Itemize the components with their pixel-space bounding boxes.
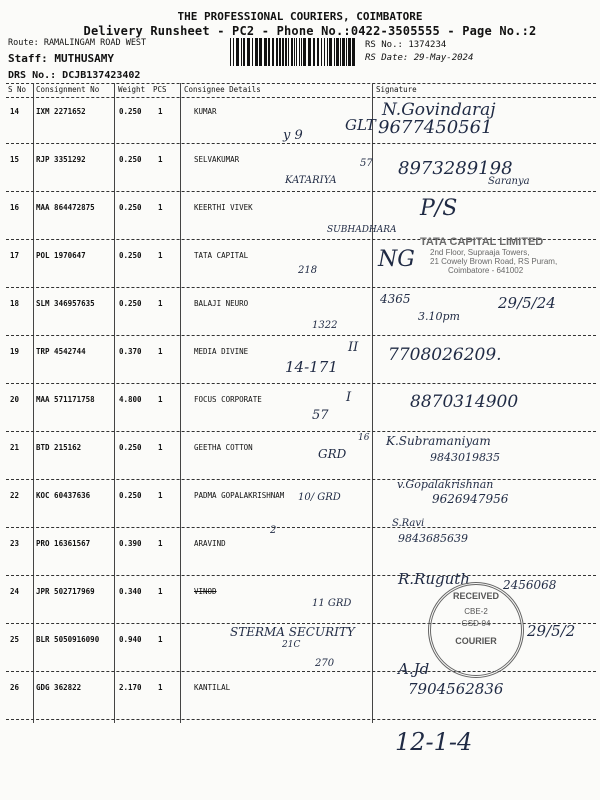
phone-r23: 9843685639 bbox=[398, 532, 468, 545]
cell-consignment-no: MAA 571171758 bbox=[36, 395, 95, 404]
barcode-bar bbox=[252, 38, 253, 66]
col-header-consignment: Consignment No bbox=[36, 85, 100, 94]
cell-pcs: 1 bbox=[158, 587, 163, 596]
phone-r26: 7904562836 bbox=[408, 680, 504, 698]
row-divider bbox=[6, 287, 596, 288]
number-r23: 2 bbox=[270, 525, 277, 536]
barcode-bar bbox=[243, 38, 245, 66]
cell-sno: 18 bbox=[10, 299, 20, 308]
barcode-bar bbox=[285, 38, 287, 66]
barcode-bar bbox=[241, 38, 242, 66]
courier-received-stamp bbox=[428, 582, 524, 678]
cell-sno: 20 bbox=[10, 395, 20, 404]
cell-sno: 24 bbox=[10, 587, 20, 596]
cell-pcs: 1 bbox=[158, 539, 163, 548]
phone-r20: 8870314900 bbox=[410, 392, 519, 412]
cell-consignee: GEETHA COTTON bbox=[194, 443, 253, 452]
number-r20: 57 bbox=[312, 408, 329, 423]
barcode-bar bbox=[282, 38, 284, 66]
cell-consignee: KEERTHI VIVEK bbox=[194, 203, 253, 212]
row-divider bbox=[6, 143, 596, 144]
consignee-r25: STERMA SECURITY bbox=[230, 625, 355, 639]
cell-consignee: KUMAR bbox=[194, 107, 217, 116]
col-header-pcs: PCS bbox=[153, 85, 167, 94]
cell-weight: 2.170 bbox=[119, 683, 142, 692]
table-row bbox=[6, 530, 596, 576]
signature-r24: R.Ruguth bbox=[398, 570, 470, 588]
cell-consignment-no: IXM 2271652 bbox=[36, 107, 86, 116]
footer-handwritten-note: 12-1-4 bbox=[395, 728, 473, 756]
barcode-bar bbox=[294, 38, 295, 66]
barcode-bar bbox=[268, 38, 270, 66]
barcode-bar bbox=[255, 38, 258, 66]
cell-pcs: 1 bbox=[158, 347, 163, 356]
drs-number: DRS No.: DCJB137423402 bbox=[8, 70, 141, 81]
barcode-bar bbox=[279, 38, 281, 66]
cell-consignment-no: TRP 4542744 bbox=[36, 347, 86, 356]
cell-weight: 0.250 bbox=[119, 251, 142, 260]
tata-capital-stamp bbox=[420, 236, 557, 275]
cell-sno: 25 bbox=[10, 635, 20, 644]
barcode-bar bbox=[230, 38, 231, 66]
barcode bbox=[230, 38, 355, 66]
row-divider bbox=[6, 335, 596, 336]
col-header-weight: Weight bbox=[118, 85, 146, 94]
number-r15: 57 bbox=[360, 158, 373, 169]
barcode-bar bbox=[264, 38, 267, 66]
cell-pcs: 1 bbox=[158, 299, 163, 308]
date-r18: 29/5/24 bbox=[498, 294, 556, 312]
barcode-bar bbox=[334, 38, 335, 66]
note-r24: 11 GRD bbox=[312, 598, 352, 609]
cell-sno: 26 bbox=[10, 683, 20, 692]
route-label: Route: RAMALINGAM ROAD WEST bbox=[8, 38, 147, 48]
mark-r20: I bbox=[346, 390, 352, 405]
barcode-bar bbox=[236, 38, 239, 66]
cell-weight: 0.250 bbox=[119, 155, 142, 164]
row-divider bbox=[6, 671, 596, 672]
cell-consignment-no: BLR 5050916090 bbox=[36, 635, 100, 644]
cell-consignee: TATA CAPITAL bbox=[194, 251, 249, 260]
phone-r22: 9626947956 bbox=[432, 492, 509, 506]
cell-sno: 22 bbox=[10, 491, 20, 500]
cell-sno: 15 bbox=[10, 155, 20, 164]
stamp-branch: CBE-2 bbox=[464, 607, 488, 616]
cell-weight: 0.250 bbox=[119, 107, 142, 116]
phone-r21: 9843019835 bbox=[430, 451, 500, 464]
barcode-bar bbox=[233, 38, 234, 66]
barcode-bar bbox=[340, 38, 341, 66]
cell-weight: 0.250 bbox=[119, 203, 142, 212]
phone-r24: 2456068 bbox=[503, 578, 557, 592]
stamp-code: GSD-04 bbox=[461, 619, 491, 628]
barcode-bar bbox=[276, 38, 278, 66]
stamp-line: 21 Cowely Brown Road, RS Puram, bbox=[430, 257, 558, 266]
cell-consignment-no: MAA 864472875 bbox=[36, 203, 95, 212]
signature-r16: P/S bbox=[420, 196, 458, 221]
signature-r22: v.Gopalakrishnan bbox=[397, 478, 494, 491]
cell-consignment-no: POL 1970647 bbox=[36, 251, 86, 260]
phone-r15: 8973289198 bbox=[398, 158, 513, 179]
sheet-title: THE PROFESSIONAL COURIERS, COIMBATORE bbox=[177, 10, 423, 23]
cell-pcs: 1 bbox=[158, 635, 163, 644]
barcode-bar bbox=[259, 38, 262, 66]
barcode-bar bbox=[317, 38, 319, 66]
stamp-line: 2nd Floor, Supraaja Towers, bbox=[430, 248, 530, 257]
cell-consignee: BALAJI NEURO bbox=[194, 299, 249, 308]
cell-sno: 21 bbox=[10, 443, 20, 452]
number-r21: 16 bbox=[358, 433, 370, 443]
cell-sno: 16 bbox=[10, 203, 20, 212]
barcode-bar bbox=[324, 38, 325, 66]
cell-pcs: 1 bbox=[158, 683, 163, 692]
barcode-bar bbox=[327, 38, 328, 66]
number-r25: 21C bbox=[282, 640, 301, 650]
barcode-bar bbox=[348, 38, 351, 66]
cell-consignment-no: SLM 346957635 bbox=[36, 299, 95, 308]
cell-sno: 23 bbox=[10, 539, 20, 548]
row-divider bbox=[6, 575, 596, 576]
cell-pcs: 1 bbox=[158, 107, 163, 116]
cell-pcs: 1 bbox=[158, 203, 163, 212]
cell-consignee: ARAVIND bbox=[194, 539, 226, 548]
barcode-bar bbox=[301, 38, 302, 66]
mark-r14: y 9 bbox=[283, 128, 303, 143]
mark-r19: II bbox=[348, 340, 359, 355]
number-r19: 14-171 bbox=[285, 358, 338, 376]
phone-r19: 7708026209. bbox=[388, 345, 502, 365]
cell-pcs: 1 bbox=[158, 491, 163, 500]
cell-consignment-no: GDG 362822 bbox=[36, 683, 82, 692]
note-r22: 10/ GRD bbox=[298, 492, 341, 503]
staff-label: Staff: MUTHUSAMY bbox=[8, 52, 114, 65]
note-r21: GRD bbox=[318, 447, 347, 461]
cell-sno: 14 bbox=[10, 107, 20, 116]
cell-weight: 0.340 bbox=[119, 587, 142, 596]
sheet-subtitle: Delivery Runsheet - PC2 - Phone No.:0422-3505555 - Page No.:2 bbox=[83, 24, 537, 38]
cell-consignment-no: KOC 60437636 bbox=[36, 491, 91, 500]
cell-consignee: SELVAKUMAR bbox=[194, 155, 240, 164]
cell-pcs: 1 bbox=[158, 443, 163, 452]
cell-consignment-no: BTD 215162 bbox=[36, 443, 82, 452]
rs-date: RS Date: 29-May-2024 bbox=[365, 53, 474, 63]
cell-sno: 19 bbox=[10, 347, 20, 356]
cell-pcs: 1 bbox=[158, 155, 163, 164]
barcode-bar bbox=[342, 38, 345, 66]
row-divider bbox=[6, 431, 596, 432]
cell-consignee: MEDIA DIVINE bbox=[194, 347, 249, 356]
cell-consignment-no: RJP 3351292 bbox=[36, 155, 86, 164]
stamp-line: Coimbatore - 641002 bbox=[448, 266, 524, 275]
number-r18: 1322 bbox=[312, 320, 338, 331]
cell-consignment-no: JPR 502717969 bbox=[36, 587, 95, 596]
cell-weight: 0.370 bbox=[119, 347, 142, 356]
stamp-received-text: RECEIVED bbox=[452, 591, 499, 601]
row-divider bbox=[6, 479, 596, 480]
stamp-title: TATA CAPITAL LIMITED bbox=[420, 236, 544, 248]
barcode-bar bbox=[303, 38, 306, 66]
cell-weight: 0.250 bbox=[119, 299, 142, 308]
barcode-bar bbox=[346, 38, 347, 66]
table-top-rule bbox=[6, 83, 596, 84]
row-divider bbox=[6, 383, 596, 384]
barcode-bar bbox=[308, 38, 311, 66]
barcode-bar bbox=[299, 38, 300, 66]
barcode-bar bbox=[352, 38, 355, 66]
table-row bbox=[6, 194, 596, 240]
barcode-bar bbox=[336, 38, 339, 66]
time-r18: 3.10pm bbox=[418, 310, 460, 323]
signature-r15: Saranya bbox=[488, 176, 530, 187]
signature-r21: K.Subramaniyam bbox=[386, 434, 491, 448]
cell-sno: 17 bbox=[10, 251, 20, 260]
signature-r26: A.Jd bbox=[398, 660, 430, 678]
cell-weight: 0.390 bbox=[119, 539, 142, 548]
ref-r18: 4365 bbox=[380, 292, 411, 306]
phone-r14: 9677450561 bbox=[378, 117, 493, 138]
signature-r17: NG bbox=[378, 247, 415, 272]
cell-weight: 0.250 bbox=[119, 491, 142, 500]
barcode-bar bbox=[247, 38, 250, 66]
barcode-bar bbox=[329, 38, 332, 66]
cell-weight: 0.250 bbox=[119, 443, 142, 452]
date-r25: 29/5/2 bbox=[527, 622, 576, 640]
barcode-bar bbox=[291, 38, 293, 66]
col-header-sno: S No bbox=[8, 85, 27, 94]
barcode-bar bbox=[321, 38, 322, 66]
cell-pcs: 1 bbox=[158, 251, 163, 260]
cell-consignment-no: PRO 16361567 bbox=[36, 539, 91, 548]
cell-weight: 4.800 bbox=[119, 395, 142, 404]
barcode-bar bbox=[296, 38, 297, 66]
barcode-bar bbox=[288, 38, 289, 66]
barcode-bar bbox=[272, 38, 274, 66]
barcode-bar bbox=[313, 38, 315, 66]
note-r14: GLT bbox=[345, 116, 376, 134]
cell-pcs: 1 bbox=[158, 395, 163, 404]
signature-r23: S.Ravi bbox=[392, 518, 425, 529]
row-divider bbox=[6, 527, 596, 528]
rs-number: RS No.: 1374234 bbox=[365, 40, 447, 50]
signature-r14: N.Govindaraj bbox=[382, 100, 496, 120]
table-row bbox=[6, 434, 596, 480]
cell-consignee: KANTILAL bbox=[194, 683, 231, 692]
note-r16: SUBHADHARA bbox=[327, 225, 397, 235]
cell-consignee: PADMA GOPALAKRISHNAM bbox=[194, 491, 285, 500]
col-header-signature: Signature bbox=[376, 85, 417, 94]
table-row bbox=[6, 674, 596, 720]
number-r17: 218 bbox=[298, 265, 318, 276]
stamp-courier-text: COURIER bbox=[455, 636, 497, 646]
cell-weight: 0.940 bbox=[119, 635, 142, 644]
row-divider bbox=[6, 719, 596, 720]
cell-consignee: VINOD bbox=[194, 587, 217, 596]
number-r26: 270 bbox=[315, 658, 335, 669]
cell-consignee: FOCUS CORPORATE bbox=[194, 395, 262, 404]
col-header-consignee: Consignee Details bbox=[184, 85, 261, 94]
note-r15: KATARIYA bbox=[285, 175, 337, 186]
row-divider bbox=[6, 191, 596, 192]
